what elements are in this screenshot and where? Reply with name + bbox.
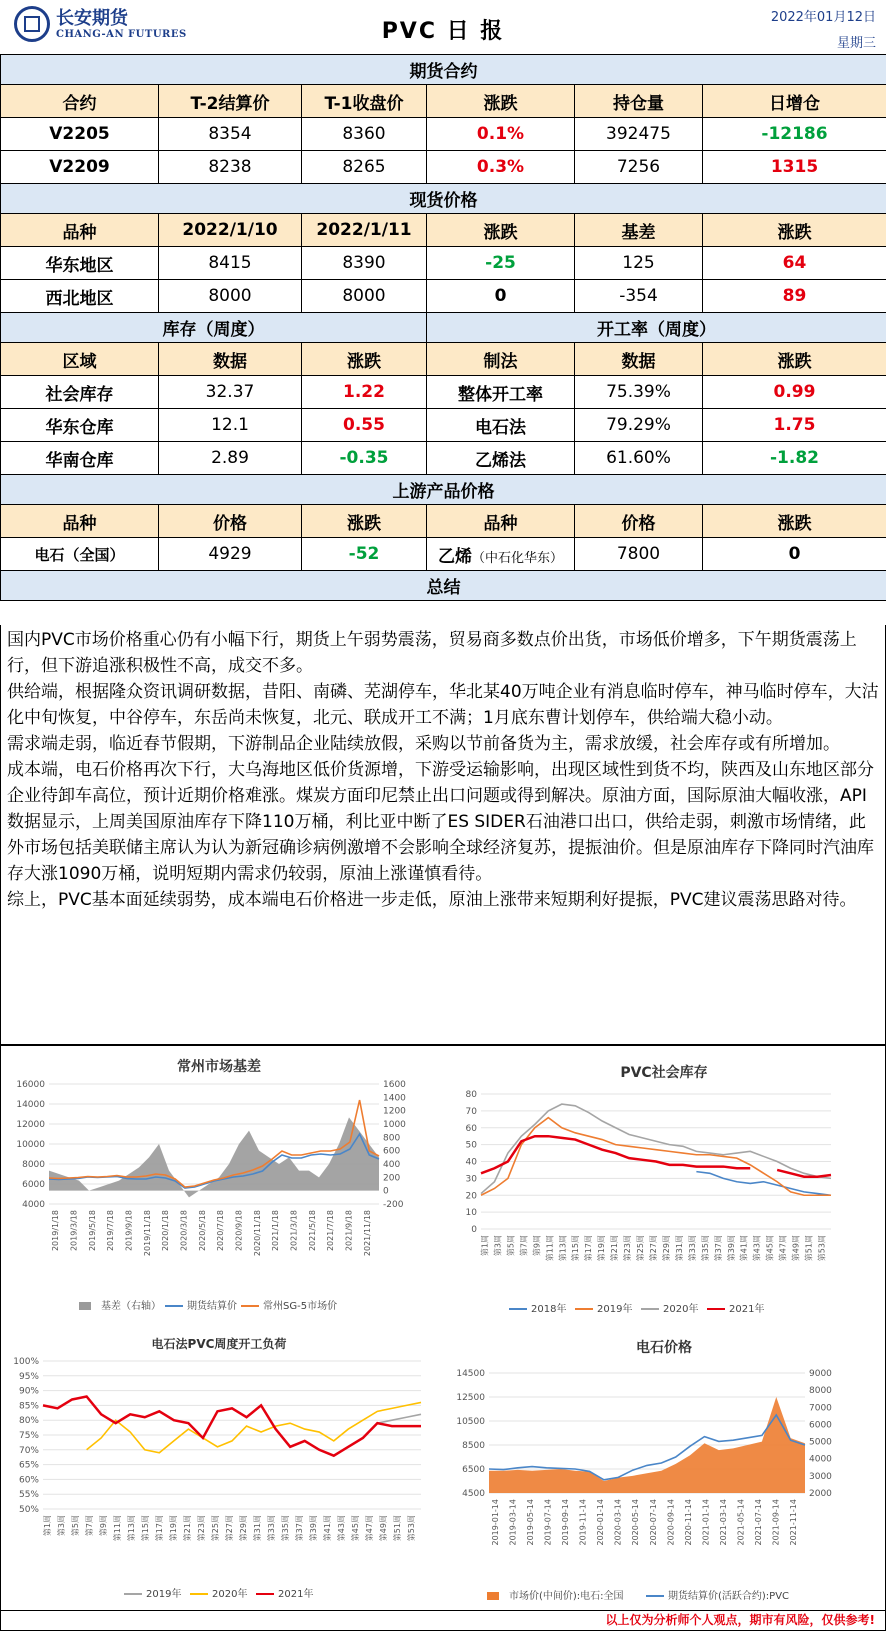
x-tick-label: 2019-05-14	[525, 1499, 535, 1546]
y2-tick-label: 2000	[809, 1489, 832, 1499]
x-tick-label: 2019/3/18	[69, 1210, 79, 1252]
x-tick-label: 第27周	[649, 1235, 658, 1262]
section-futures: 期货合约	[1, 55, 886, 85]
y2-tick-label: 6000	[809, 1420, 832, 1431]
column-header: 涨跌	[703, 343, 886, 376]
chart-title: 常州市场基差	[177, 1059, 261, 1075]
column-header: 品种	[1, 505, 159, 538]
x-tick-label: 第5周	[71, 1515, 80, 1537]
operating-change: 1.75	[703, 409, 886, 442]
y-tick-label: 8500	[462, 1441, 485, 1451]
y-tick-label: 50%	[18, 1505, 39, 1515]
y-tick-label: 70%	[18, 1445, 39, 1456]
legend-label: 2020年	[663, 1304, 699, 1315]
x-tick-label: 第29周	[661, 1235, 671, 1262]
x-tick-label: 第19周	[169, 1515, 178, 1542]
x-tick-label: 2019-03-14	[508, 1499, 518, 1546]
disclaimer: 以上仅为分析师个人观点，期市有风险，仅供参考!	[0, 1611, 886, 1631]
t1-close: 8360	[302, 118, 427, 151]
y2-tick-label: 1600	[383, 1080, 406, 1090]
legend-label: 期货结算价(活跃合约):PVC	[668, 1591, 790, 1602]
x-tick-label: 第33周	[267, 1515, 276, 1542]
report-header	[0, 0, 886, 54]
x-tick-label: 2021-03-14	[719, 1499, 728, 1546]
x-tick-label: 第1周	[43, 1515, 52, 1537]
x-tick-label: 第23周	[197, 1515, 206, 1542]
y-tick-label: 60	[465, 1123, 477, 1134]
spot-price-d1: 8415	[159, 247, 302, 280]
x-tick-label: 2020-03-14	[613, 1499, 623, 1546]
x-tick-label: 第37周	[713, 1235, 723, 1262]
inventory-region: 社会库存	[1, 376, 159, 409]
y-tick-label: 8000	[22, 1160, 45, 1170]
x-tick-label: 第17周	[584, 1235, 594, 1262]
x-tick-label: 第53周	[407, 1515, 416, 1542]
basis-change: 64	[703, 247, 886, 280]
x-tick-label: 第53周	[817, 1235, 827, 1262]
x-tick-label: 第33周	[687, 1235, 697, 1262]
product-name: 电石（全国）	[1, 538, 159, 571]
price-change: 0.1%	[427, 118, 575, 151]
x-tick-label: 第45周	[351, 1515, 360, 1542]
column-header: 涨跌	[703, 505, 886, 538]
legend-swatch	[79, 1302, 91, 1310]
y2-tick-label: 7000	[809, 1403, 832, 1414]
x-tick-label: 2020-01-14	[596, 1499, 606, 1546]
inventory-region: 华东仓库	[1, 409, 159, 442]
column-header: 价格	[575, 505, 703, 538]
table-row	[1, 118, 886, 151]
y-tick-label: 16000	[16, 1080, 45, 1090]
x-tick-label: 2021-07-14	[754, 1499, 764, 1546]
x-tick-label: 第5周	[506, 1235, 516, 1257]
table-row	[1, 442, 886, 475]
y2-tick-label: 400	[383, 1160, 401, 1170]
summary-paragraph: 国内PVC市场价格重心仍有小幅下行，期货上午弱势震荡，贸易商多数点价出货，市场低价增多，下午期货震荡上行，但下游追涨积极性不高，成交不多。	[7, 630, 857, 676]
x-tick-label: 第11周	[545, 1235, 555, 1262]
x-tick-label: 第39周	[726, 1235, 736, 1262]
summary-paragraph: 成本端，电石价格再次下行，大乌海地区低价货源增，下游受运输影响，出现区域性到货不均，陕西及山东地区部分企业待卸车高位，预计近期价格难涨。煤炭方面印尼禁止出口问题或得到解决。原油方面，国际原油大幅收涨，API数据显示，上周美国原油库存下降110万桶，利比亚中断了ES SIDER石油港口出口，供给走弱，刺激市场情绪，此外市场包括美联储主席认为认为新冠确诊病例激增不会影响全球经济复苏，提振油价。但是原油库存下降同时汽油库存大涨1090万桶，说明短期内需求仍较弱，原油上涨谨慎看待。	[7, 760, 874, 884]
summary-text	[0, 625, 886, 1045]
x-tick-label: 2019/11/18	[142, 1210, 152, 1257]
x-tick-label: 第9周	[532, 1235, 542, 1257]
column-header: 涨跌	[427, 214, 575, 247]
column-header: 制法	[427, 343, 575, 376]
contract-code: V2205	[1, 118, 159, 151]
inventory-change: -0.35	[302, 442, 427, 475]
x-tick-label: 2021/3/18	[289, 1210, 299, 1252]
series-line	[377, 1414, 421, 1423]
column-header: 日增仓	[703, 85, 886, 118]
x-tick-label: 2019-09-14	[561, 1499, 570, 1546]
x-tick-label: 2020-07-14	[648, 1499, 658, 1546]
series-line	[481, 1118, 831, 1196]
region-name: 华东地区	[1, 247, 159, 280]
y-tick-label: 20	[465, 1191, 477, 1202]
x-tick-label: 2020-05-14	[631, 1499, 641, 1546]
column-header: 涨跌	[302, 505, 427, 538]
operating-change: -1.82	[703, 442, 886, 475]
spot-price-d2: 8000	[302, 280, 427, 313]
x-tick-label: 2021/9/18	[344, 1210, 354, 1252]
x-tick-label: 第27周	[225, 1515, 234, 1542]
operating-rate: 79.29%	[575, 409, 703, 442]
x-tick-label: 2020/5/18	[197, 1210, 207, 1252]
brand-name-en: CHANG-AN FUTURES	[56, 29, 187, 40]
y-tick-label: 100%	[13, 1357, 39, 1367]
t2-settle: 8238	[159, 151, 302, 184]
x-tick-label: 第7周	[85, 1515, 94, 1537]
chart-inventory-svg	[449, 1054, 879, 1324]
basis: 125	[575, 247, 703, 280]
x-tick-label: 第19周	[597, 1235, 607, 1262]
y2-tick-label: 5000	[809, 1437, 832, 1448]
x-tick-label: 2019/1/18	[51, 1210, 61, 1252]
spot-price-d2: 8390	[302, 247, 427, 280]
x-tick-label: 2021/5/18	[307, 1210, 317, 1252]
x-tick-label: 第15周	[571, 1235, 581, 1262]
column-header: 涨跌	[302, 343, 427, 376]
y2-tick-label: -200	[383, 1200, 404, 1210]
inventory-value: 12.1	[159, 409, 302, 442]
y-tick-label: 6000	[22, 1180, 45, 1190]
x-tick-label: 第25周	[636, 1235, 646, 1262]
report-weekday: 星期三	[836, 36, 876, 51]
x-tick-label: 第37周	[295, 1515, 304, 1542]
region-name: 西北地区	[1, 280, 159, 313]
column-header: 持仓量	[575, 85, 703, 118]
x-tick-label: 2019-07-14	[543, 1499, 553, 1546]
product-price: 7800	[575, 538, 703, 571]
y-tick-label: 30	[465, 1174, 477, 1185]
section-summary: 总结	[1, 571, 886, 601]
x-tick-label: 2020/7/18	[216, 1210, 226, 1252]
y-tick-label: 6500	[462, 1465, 485, 1475]
upstream-header-row	[1, 505, 886, 538]
legend-label: 市场价(中间价):电石:全国	[509, 1591, 624, 1602]
inventory-value: 2.89	[159, 442, 302, 475]
section-operating-rate: 开工率（周度）	[427, 313, 886, 343]
column-header: 基差	[575, 214, 703, 247]
market-tables	[0, 54, 886, 601]
operating-rate: 75.39%	[575, 376, 703, 409]
price-change: 0.3%	[427, 151, 575, 184]
x-tick-label: 第41周	[323, 1515, 332, 1542]
inventory-change: 0.55	[302, 409, 427, 442]
legend-label: 期货结算价	[187, 1301, 237, 1312]
table-row	[1, 151, 886, 184]
x-tick-label: 第47周	[365, 1515, 374, 1542]
y-tick-label: 14500	[456, 1369, 485, 1379]
table-row	[1, 280, 886, 313]
chart-basis-svg	[9, 1054, 429, 1324]
y2-tick-label: 0	[383, 1186, 389, 1197]
x-tick-label: 第41周	[739, 1235, 749, 1262]
inventory-value: 32.37	[159, 376, 302, 409]
open-interest: 392475	[575, 118, 703, 151]
table-row	[1, 376, 886, 409]
y-tick-label: 10500	[456, 1417, 485, 1427]
process-name: 整体开工率	[427, 376, 575, 409]
table-row	[1, 538, 886, 571]
x-tick-label: 2021-05-14	[736, 1499, 746, 1546]
x-tick-label: 第29周	[239, 1515, 248, 1542]
spot-change: 0	[427, 280, 575, 313]
column-header: 合约	[1, 85, 159, 118]
y-tick-label: 95%	[18, 1371, 39, 1382]
legend-label: 2021年	[729, 1304, 765, 1315]
x-tick-label: 2019/9/18	[124, 1210, 134, 1252]
chart-operating	[9, 1331, 429, 1609]
y-tick-label: 12500	[456, 1393, 485, 1403]
x-tick-label: 第35周	[281, 1515, 290, 1542]
spot-change: -25	[427, 247, 575, 280]
summary-paragraph: 供给端，根据隆众资讯调研数据，昔阳、南磷、芜湖停车，华北某40万吨企业有消息临时停车，神马临时停车，大沽化中旬恢复，中谷停车，东岳尚未恢复，北元、联成开工不满；1月底东曹计划停车，供给端大稳小动。	[7, 682, 879, 728]
y2-tick-label: 4000	[809, 1454, 832, 1465]
y2-tick-label: 600	[383, 1146, 401, 1157]
legend-swatch	[487, 1592, 499, 1600]
report-title: PVC 日 报	[381, 19, 505, 44]
column-header: 2022/1/11	[302, 214, 427, 247]
x-tick-label: 第23周	[623, 1235, 633, 1262]
y-tick-label: 60%	[18, 1475, 39, 1486]
column-header: 涨跌	[703, 214, 886, 247]
section-inventory: 库存（周度）	[1, 313, 427, 343]
basis-change: 89	[703, 280, 886, 313]
product-change: 0	[703, 538, 886, 571]
x-tick-label: 第9周	[99, 1515, 108, 1537]
y-tick-label: 12000	[16, 1120, 45, 1130]
table-row	[1, 247, 886, 280]
x-tick-label: 第3周	[493, 1235, 503, 1257]
y-tick-label: 50	[465, 1140, 477, 1151]
y-tick-label: 4500	[462, 1489, 485, 1499]
y2-tick-label: 800	[383, 1133, 401, 1144]
legend-label: 常州SG-5市场价	[263, 1301, 338, 1312]
y2-tick-label: 1400	[383, 1093, 406, 1104]
x-tick-label: 第39周	[309, 1515, 318, 1542]
x-tick-label: 2021/11/18	[362, 1210, 372, 1257]
t2-settle: 8354	[159, 118, 302, 151]
inventory-header-row	[1, 343, 886, 376]
legend-label: 2020年	[212, 1589, 248, 1600]
x-tick-label: 2021/7/18	[326, 1210, 336, 1252]
column-header: 2022/1/10	[159, 214, 302, 247]
open-interest: 7256	[575, 151, 703, 184]
x-tick-label: 第45周	[765, 1235, 775, 1262]
legend-label: 2021年	[278, 1589, 314, 1600]
x-tick-label: 2019/7/18	[106, 1210, 116, 1252]
column-header: 区域	[1, 343, 159, 376]
operating-rate: 61.60%	[575, 442, 703, 475]
legend-label: 基差（右轴）	[101, 1301, 161, 1312]
series-line	[481, 1136, 831, 1177]
chart-carbide	[449, 1331, 879, 1609]
column-header: 数据	[575, 343, 703, 376]
chart-title: PVC社会库存	[620, 1065, 708, 1081]
x-tick-label: 第17周	[155, 1515, 164, 1542]
y-tick-label: 90%	[18, 1386, 39, 1397]
process-name: 乙烯法	[427, 442, 575, 475]
chart-carbide-svg	[449, 1331, 879, 1609]
operating-change: 0.99	[703, 376, 886, 409]
y-tick-label: 14000	[16, 1100, 45, 1110]
x-tick-label: 第25周	[211, 1515, 220, 1542]
x-tick-label: 2019-01-14	[490, 1499, 500, 1546]
column-header: 数据	[159, 343, 302, 376]
basis: -354	[575, 280, 703, 313]
y-tick-label: 75%	[18, 1431, 39, 1441]
x-tick-label: 第51周	[804, 1235, 814, 1262]
x-tick-label: 第13周	[127, 1515, 136, 1542]
column-header: 价格	[159, 505, 302, 538]
section-spot: 现货价格	[1, 184, 886, 214]
inventory-change: 1.22	[302, 376, 427, 409]
daily-oi-change: 1315	[703, 151, 886, 184]
x-tick-label: 第21周	[610, 1235, 620, 1262]
x-tick-label: 第43周	[752, 1235, 762, 1262]
y2-tick-label: 200	[383, 1173, 401, 1184]
summary-paragraph: 综上，PVC基本面延续弱势，成本端电石价格进一步走低，原油上涨带来短期利好提振，PVC建议震荡思路对待。	[7, 890, 857, 910]
x-tick-label: 第31周	[253, 1515, 262, 1542]
t1-close: 8265	[302, 151, 427, 184]
y-tick-label: 80	[465, 1090, 477, 1100]
x-tick-label: 2019-11-14	[578, 1499, 588, 1546]
x-tick-label: 第49周	[791, 1235, 801, 1262]
x-tick-label: 2020/1/18	[161, 1210, 171, 1252]
y2-tick-label: 9000	[809, 1369, 832, 1379]
y-tick-label: 70	[465, 1106, 477, 1117]
y-tick-label: 4000	[22, 1200, 45, 1210]
y2-tick-label: 3000	[809, 1471, 832, 1482]
spot-header-row	[1, 214, 886, 247]
y2-tick-label: 1000	[383, 1120, 406, 1130]
column-header: T-1收盘价	[302, 85, 427, 118]
x-tick-label: 2020-11-14	[683, 1499, 693, 1546]
y2-tick-label: 8000	[809, 1386, 832, 1397]
brand-name: 长安期货	[56, 8, 128, 29]
chart-basis	[9, 1054, 429, 1324]
x-tick-label: 第11周	[113, 1515, 122, 1542]
x-tick-label: 2019/5/18	[87, 1210, 97, 1252]
x-tick-label: 第43周	[337, 1515, 346, 1542]
series-line	[481, 1104, 831, 1193]
legend-label: 2019年	[146, 1589, 182, 1600]
inventory-region: 华南仓库	[1, 442, 159, 475]
column-header: 涨跌	[427, 85, 575, 118]
column-header: T-2结算价	[159, 85, 302, 118]
y-tick-label: 10	[465, 1208, 477, 1219]
x-tick-label: 第47周	[778, 1235, 788, 1262]
product-name-note: （中石化华东）	[471, 550, 563, 566]
chart-inventory	[449, 1054, 879, 1324]
y2-tick-label: 1200	[383, 1106, 406, 1117]
contract-code: V2209	[1, 151, 159, 184]
x-tick-label: 2020/11/18	[252, 1210, 262, 1257]
x-tick-label: 第15周	[141, 1515, 150, 1542]
product-change: -52	[302, 538, 427, 571]
x-tick-label: 2021-01-14	[701, 1499, 711, 1546]
section-upstream: 上游产品价格	[1, 475, 886, 505]
legend-label: 2019年	[597, 1304, 633, 1315]
process-name: 电石法	[427, 409, 575, 442]
y-tick-label: 0	[471, 1225, 477, 1235]
chart-operating-svg	[9, 1331, 429, 1609]
summary-paragraph: 需求端走弱，临近春节假期，下游制品企业陆续放假，采购以节前备货为主，需求放缓，社会库存或有所增加。	[7, 734, 840, 754]
x-tick-label: 第31周	[674, 1235, 684, 1262]
x-tick-label: 第21周	[183, 1515, 192, 1542]
product-name	[427, 538, 575, 571]
x-tick-label: 第49周	[379, 1515, 388, 1542]
x-tick-label: 2020/3/18	[179, 1210, 189, 1252]
column-header: 品种	[1, 214, 159, 247]
product-price: 4929	[159, 538, 302, 571]
product-name-main: 乙烯	[437, 546, 472, 567]
charts-panel	[0, 1045, 886, 1611]
x-tick-label: 2021/1/18	[271, 1210, 281, 1252]
x-tick-label: 2020-09-14	[666, 1499, 676, 1546]
y-tick-label: 55%	[18, 1490, 39, 1501]
x-tick-label: 第35周	[700, 1235, 710, 1262]
y-tick-label: 85%	[18, 1401, 39, 1412]
table-row	[1, 409, 886, 442]
chart-title: 电石法PVC周度开工负荷	[151, 1337, 287, 1351]
y-tick-label: 80%	[18, 1416, 39, 1427]
report-date: 2022年01月12日	[770, 10, 876, 25]
column-header: 品种	[427, 505, 575, 538]
x-tick-label: 第3周	[57, 1515, 66, 1537]
x-tick-label: 第51周	[393, 1515, 402, 1542]
legend-label: 2018年	[531, 1304, 567, 1315]
x-tick-label: 第7周	[519, 1235, 529, 1257]
spot-price-d1: 8000	[159, 280, 302, 313]
series-area	[49, 1117, 379, 1197]
chart-title: 电石价格	[636, 1340, 692, 1356]
y-tick-label: 40	[465, 1157, 477, 1168]
x-tick-label: 第1周	[480, 1235, 490, 1257]
daily-oi-change: -12186	[703, 118, 886, 151]
y-tick-label: 10000	[16, 1140, 45, 1150]
y-tick-label: 65%	[18, 1460, 39, 1471]
x-tick-label: 2020/9/18	[234, 1210, 244, 1252]
x-tick-label: 2021-11-14	[789, 1499, 799, 1546]
x-tick-label: 2021-09-14	[771, 1499, 781, 1546]
futures-header-row	[1, 85, 886, 118]
x-tick-label: 第13周	[558, 1235, 568, 1262]
